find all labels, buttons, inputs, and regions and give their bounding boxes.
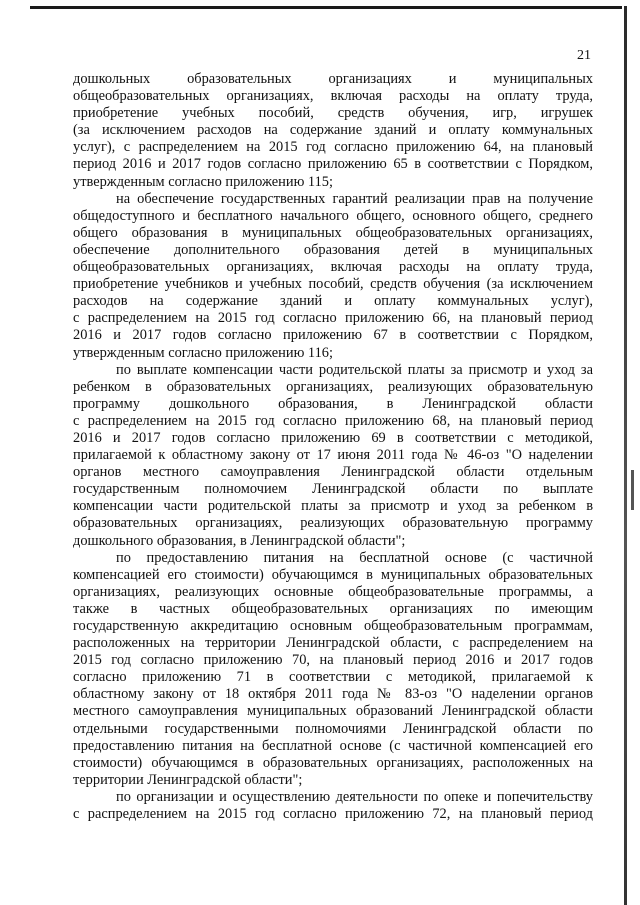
paragraph-state-guarantees — [73, 191, 593, 362]
text-line: с распределением на 2015 год согласно приложению 72, на плановый период — [73, 806, 593, 823]
right-border-line — [624, 6, 627, 905]
text-line: стоимости) обучающимся в образовательных организациях, расположенных на — [73, 754, 593, 771]
text-line: период 2016 и 2017 годов согласно приложению 65 в соответствии с Порядком, — [73, 156, 593, 173]
text-line: обеспечение дополнительного образования детей в муниципальных — [73, 241, 593, 258]
text-line: программу дошкольного образования, в Ленинградской области — [73, 395, 593, 412]
text-line: территории Ленинградской области"; — [73, 771, 303, 788]
text-line: согласно приложению 71 в соответствии с методикой, прилагаемой к — [73, 669, 593, 686]
text-line: общеобразовательных организациях, включая расходы на оплату труда, — [73, 259, 593, 276]
text-line: местного самоуправления муниципальных образований Ленинградской области — [73, 703, 593, 720]
text-line: общедоступного и бесплатного начального общего, основного общего, среднего — [73, 207, 593, 224]
text-line: предоставлению питания на бесплатной основе (с частичной компенсацией его — [73, 737, 593, 754]
text-line: с распределением на 2015 год согласно приложению 66, на плановый период — [73, 310, 593, 327]
text-line: по организации и осуществлению деятельности по опеке и попечительству — [116, 788, 593, 805]
paragraph-preschool-continuation — [73, 71, 593, 191]
text-line: утвержденным согласно приложению 116; — [73, 344, 333, 361]
text-line: дошкольного образования, в Ленинградской области"; — [73, 532, 406, 549]
text-line: утвержденным согласно приложению 115; — [73, 173, 333, 190]
paragraph-free-meals — [73, 550, 593, 789]
text-line: организациях, реализующих основные общеобразовательные программы, а — [73, 583, 593, 600]
text-line: общеобразовательных организациях, включая расходы на оплату труда, — [73, 88, 593, 105]
text-line: прилагаемой к областному закону от 17 июня 2011 года № 46-оз "О наделении — [73, 447, 593, 464]
text-line: компенсации части родительской платы за присмотр и уход за ребенком в — [73, 498, 593, 515]
text-line: расходов на содержание зданий и оплату коммунальных услуг), — [73, 293, 593, 310]
text-line: (за исключением расходов на содержание зданий и оплату коммунальных — [73, 122, 593, 139]
text-line: общего образования в муниципальных общеобразовательных организациях, — [73, 224, 593, 241]
paragraph-parental-fee-compensation — [73, 362, 593, 550]
text-line: ребенком в образовательных организациях, реализующих образовательную — [73, 378, 593, 395]
top-border-line — [30, 6, 622, 9]
text-line: государственным полномочием Ленинградской области по выплате — [73, 481, 593, 498]
text-line: расположенных на территории Ленинградской области, с распределением на — [73, 635, 593, 652]
text-line: 2016 и 2017 годов согласно приложению 67 в соответствии с Порядком, — [73, 327, 593, 344]
text-line: отдельными государственными полномочиями Ленинградской области по — [73, 720, 593, 737]
text-line: областному закону от 18 октября 2011 года № 83-оз "О наделении органов — [73, 686, 593, 703]
text-line: компенсацией его стоимости) обучающимся в муниципальных образовательных — [73, 566, 593, 583]
text-line: по выплате компенсации части родительской платы за присмотр и уход за — [116, 361, 593, 378]
text-line: приобретение учебников и учебных пособий, средств обучения (за исключением — [73, 276, 593, 293]
page-number: 21 — [577, 48, 591, 63]
text-line: также в частных общеобразовательных организациях по имеющим — [73, 600, 593, 617]
text-line: на обеспечение государственных гарантий реализации прав на получение — [116, 190, 593, 207]
text-line: с распределением на 2015 год согласно приложению 68, на плановый период — [73, 412, 593, 429]
text-line: услуг), с распределением на 2015 год согласно приложению 64, на плановый — [73, 139, 593, 156]
text-line: по предоставлению питания на бесплатной основе (с частичной — [116, 549, 593, 566]
text-line: образовательных организациях, реализующих образовательную программу — [73, 515, 593, 532]
text-line: 2016 и 2017 годов согласно приложению 69 в соответствии с методикой, — [73, 429, 593, 446]
text-line: 2015 год согласно приложению 70, на плановый период 2016 и 2017 годов — [73, 652, 593, 669]
scan-mark — [631, 470, 634, 510]
text-line: органов местного самоуправления Ленинградской области отдельным — [73, 464, 593, 481]
paragraph-guardianship — [73, 789, 593, 823]
text-line: приобретение учебных пособий, средств обучения, игр, игрушек — [73, 105, 593, 122]
text-line: дошкольных образовательных организациях и муниципальных — [73, 71, 593, 87]
text-line: государственную аккредитацию основным общеобразовательным программам, — [73, 618, 593, 634]
document-body — [73, 71, 593, 823]
